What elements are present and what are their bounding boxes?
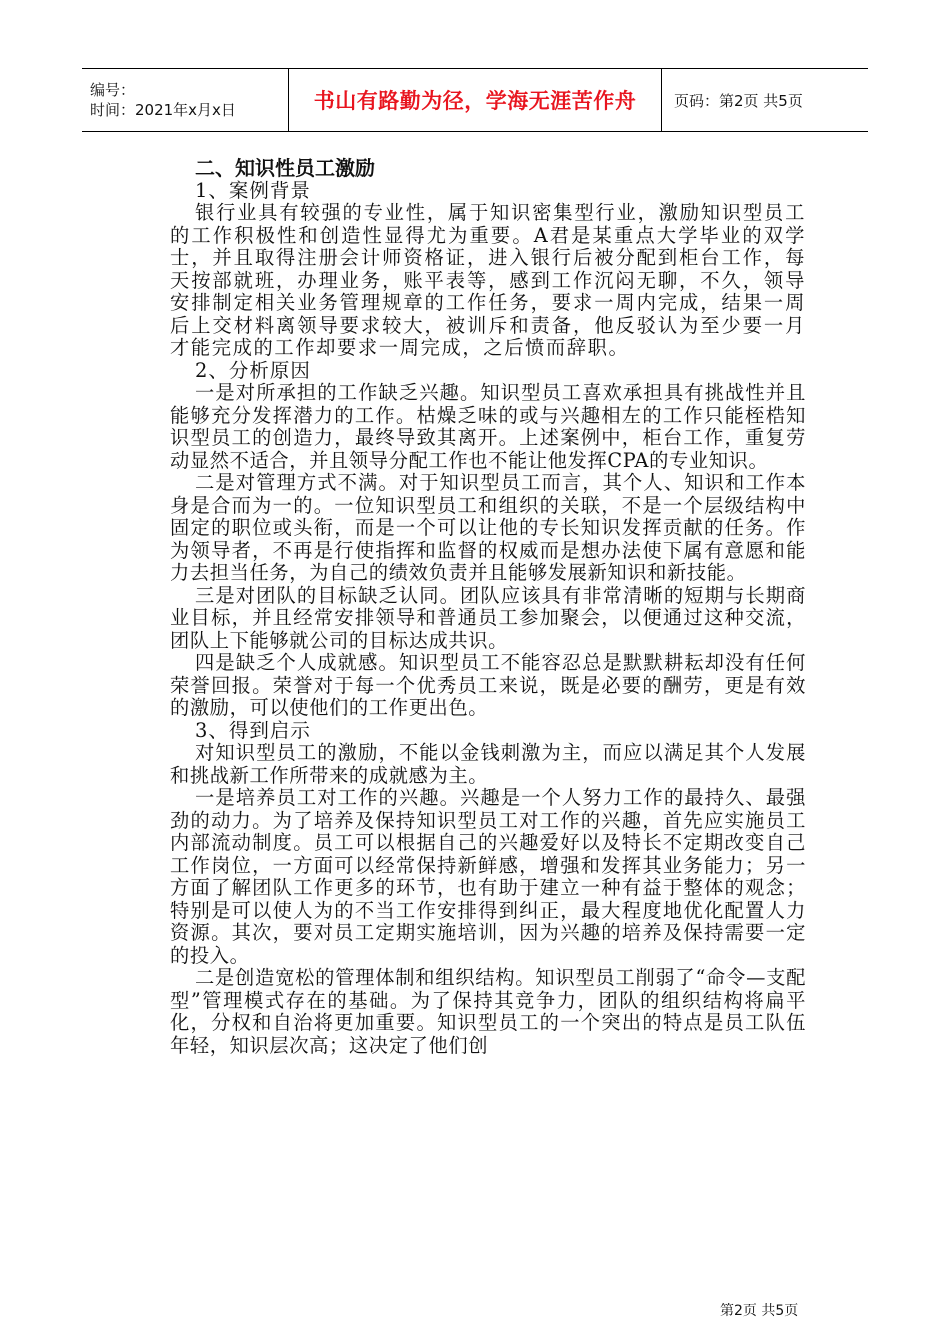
paragraph-case-background: 银行业具有较强的专业性，属于知识密集型行业，激励知识型员工的工作积极性和创造性显得尤为重要。A君是某重点大学毕业的双学士，并且取得注册会计师资格证，进入银行后被分配到柜台工作，每天按部就班，办理业务，账平表等，感到工作沉闷无聊，不久，领导安排制定相关业务管理规章的工作任务，要求一周内完成，结果一周后上交材料离领导要求较大，被训斥和责备，他反驳认为至少要一月才能完成的工作却要求一周完成，之后愤而辞职。 [170,201,806,359]
subsection-title-2: 2、分析原因 [195,358,311,382]
header-motto: 书山有路勤为径，学海无涯苦作舟 [289,69,662,131]
paragraph-insight-intro: 对知识型员工的激励，不能以金钱刺激为主，而应以满足其个人发展和挑战新工作所带来的成就感为主。 [170,741,806,787]
paragraph-insight-2: 二是创造宽松的管理体制和组织结构。知识型员工削弱了“命令—支配型”管理模式存在的基础。为了保持其竞争力，团队的组织结构将扁平化，分权和自治将更加重要。知识型员工的一个突出的特点是员工队伍年轻，知识层次高；这决定了他们创 [170,966,806,1057]
section-title: 二、知识性员工激励 [195,156,375,180]
header-page-label: 页码：第2页 共5页 [674,91,803,110]
paragraph-reason-1: 一是对所承担的工作缺乏兴趣。知识型员工喜欢承担具有挑战性并且能够充分发挥潜力的工作。枯燥乏味的或与兴趣相左的工作只能桎梏知识型员工的创造力，最终导致其离开。上述案例中，柜台工作，重复劳动显然不适合，并且领导分配工作也不能让他发挥CPA的专业知识。 [170,381,806,472]
paragraph-reason-3: 三是对团队的目标缺乏认同。团队应该具有非常清晰的短期与长期商业目标，并且经常安排领导和普通员工参加聚会，以便通过这种交流，团队上下能够就公司的目标达成共识。 [170,583,806,652]
page-footer: 第2页 共5页 [720,1303,799,1319]
number-label: 编号： [90,81,136,99]
paragraph-insight-1: 一是培养员工对工作的兴趣。兴趣是一个人努力工作的最持久、最强劲的动力。为了培养及保持知识型员工对工作的兴趣，首先应实施员工内部流动制度。员工可以根据自己的兴趣爱好以及特长不定期改变自己工作岗位，一方面可以经常保持新鲜感，增强和发挥其业务能力；另一方面了解团队工作更多的环节，也有助于建立一种有益于整体的观念；特别是可以使人为的不当工作安排得到纠正，最大程度地优化配置人力资源。其次，要对员工定期实施培训，因为兴趣的培养及保持需要一定的投入。 [170,786,806,967]
header-info [82,69,289,131]
paragraph-reason-4: 四是缺乏个人成就感。知识型员工不能容忍总是默默耕耘却没有任何荣誉回报。荣誉对于每一个优秀员工来说，既是必要的酬劳，更是有效的激励，可以使他们的工作更出色。 [170,651,806,719]
subsection-title-3: 3、得到启示 [195,718,311,742]
document-body [170,157,806,1057]
paragraph-reason-2: 二是对管理方式不满。对于知识型员工而言，其个人、知识和工作本身是合而为一的。一位知识型员工和组织的关联，不是一个层级结构中固定的职位或头衔，而是一个可以让他的专长知识发挥贡献的任务。作为领导者，不再是行使指挥和监督的权威而是想办法使下属有意愿和能力去担当任务，为自己的绩效负责并且能够发展新知识和新技能。 [170,471,806,584]
page-header [82,68,868,132]
date-line: 时间：2021年x月x日 [90,101,236,119]
subsection-title-1: 1、案例背景 [195,178,311,202]
